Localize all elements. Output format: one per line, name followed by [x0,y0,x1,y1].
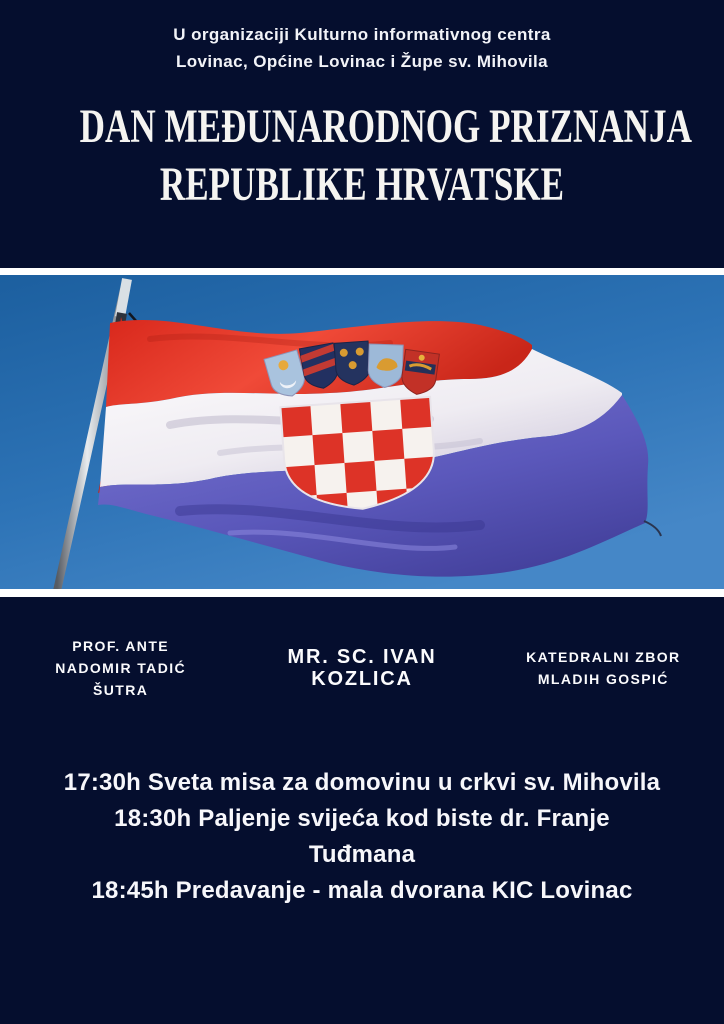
flag-photo [0,275,724,589]
white-divider-bottom [0,589,724,597]
organizer-line-2: Lovinac, Općine Lovinac i Župe sv. Mihovila [175,52,549,71]
participant-2-line-1: MR. SC. IVAN KOZLICA [287,646,437,690]
title-line-1: DAN MEĐUNARODNOG PRIZNANJA [79,99,692,153]
participant-1 [0,635,241,701]
flag-photo-graphic [0,275,724,589]
details-section [0,597,724,1024]
participant-3 [483,635,724,701]
organizer-text [0,0,724,75]
white-divider-top [0,268,724,275]
schedule [0,765,724,909]
participant-1-line-1: PROF. ANTE [72,638,170,654]
poster-title [0,97,724,213]
title-line-2: REPUBLIKE HRVATSKE [159,157,565,211]
participant-3-line-1: KATEDRALNI ZBOR [526,649,681,665]
participant-1-line-3: ŠUTRA [93,682,149,698]
schedule-line-3: Tuđmana [308,841,416,868]
participant-2 [241,635,482,701]
participant-3-line-2: MLADIH GOSPIĆ [537,671,669,687]
participants-row [0,597,724,701]
organizer-line-1: U organizaciji Kulturno informativnog centra [173,25,551,44]
header-section [0,0,724,268]
schedule-line-1: 17:30h Sveta misa za domovinu u crkvi sv. Mihovila [63,769,661,796]
schedule-line-2: 18:30h Paljenje svijeća kod biste dr. Franje [114,805,610,832]
participant-1-line-2: NADOMIR TADIĆ [55,660,187,676]
schedule-line-4: 18:45h Predavanje - mala dvorana KIC Lovinac [91,877,633,904]
